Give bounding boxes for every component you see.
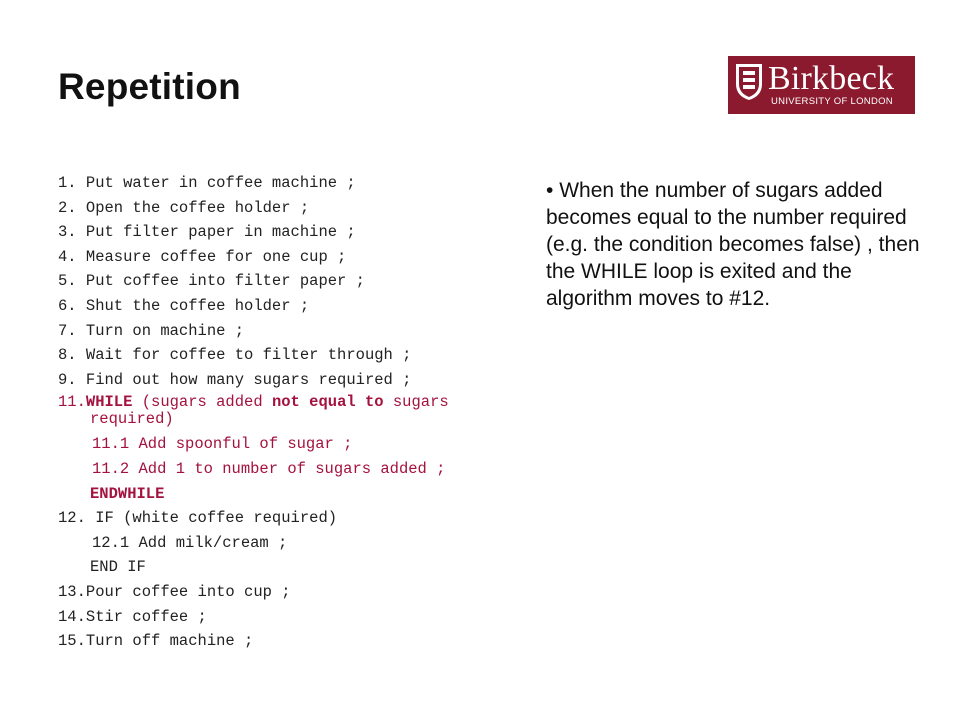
step-3: 3. Put filter paper in machine ; <box>58 223 356 242</box>
step-2: 2. Open the coffee holder ; <box>58 198 310 217</box>
step-11-2: 11.2 Add 1 to number of sugars added ; <box>92 459 446 478</box>
endwhile <box>58 484 538 509</box>
crest-icon <box>734 62 764 102</box>
algorithm-listing <box>58 173 538 656</box>
bullet: • <box>546 179 554 202</box>
step-11-while <box>58 394 538 428</box>
explanation-text: When the number of sugars added becomes equal to the number required (e.g. the condition becomes false) , then the WHILE loop is exited and the algorithm moves to #12. <box>546 179 920 310</box>
logo-wordmark: Birkbeck <box>768 60 895 97</box>
step-12-1: 12.1 Add milk/cream ; <box>92 533 288 552</box>
birkbeck-logo <box>728 56 915 114</box>
while-condition-end: sugars <box>383 393 449 412</box>
step-7: 7. Turn on machine ; <box>58 321 245 340</box>
step-14: 14.Stir coffee ; <box>58 607 207 626</box>
while-condition-continued: required) <box>90 410 174 429</box>
while-keyword: WHILE <box>85 393 133 412</box>
step-4: 4. Measure coffee for one cup ; <box>58 247 347 266</box>
step-9: 9. Find out how many sugars required ; <box>58 370 412 389</box>
step-11-1: 11.1 Add spoonful of sugar ; <box>92 435 353 454</box>
slide-title: Repetition <box>58 66 241 107</box>
explanation-note <box>546 177 936 312</box>
step-13: 13.Pour coffee into cup ; <box>58 582 291 601</box>
while-number: 11. <box>58 393 86 412</box>
endwhile-keyword: ENDWHILE <box>90 484 165 503</box>
step-8: 8. Wait for coffee to filter through ; <box>58 346 412 365</box>
logo-subtitle: UNIVERSITY OF LONDON <box>771 96 893 107</box>
endif: END IF <box>90 558 146 577</box>
while-condition-start: (sugars added <box>132 393 272 412</box>
step-1: 1. Put water in coffee machine ; <box>58 174 356 192</box>
step-15: 15.Turn off machine ; <box>58 632 254 651</box>
while-condition-keyword: not equal to <box>271 393 384 412</box>
step-6: 6. Shut the coffee holder ; <box>58 296 310 315</box>
step-12: 12. IF (white coffee required) <box>58 509 338 528</box>
step-5: 5. Put coffee into filter paper ; <box>58 272 365 291</box>
